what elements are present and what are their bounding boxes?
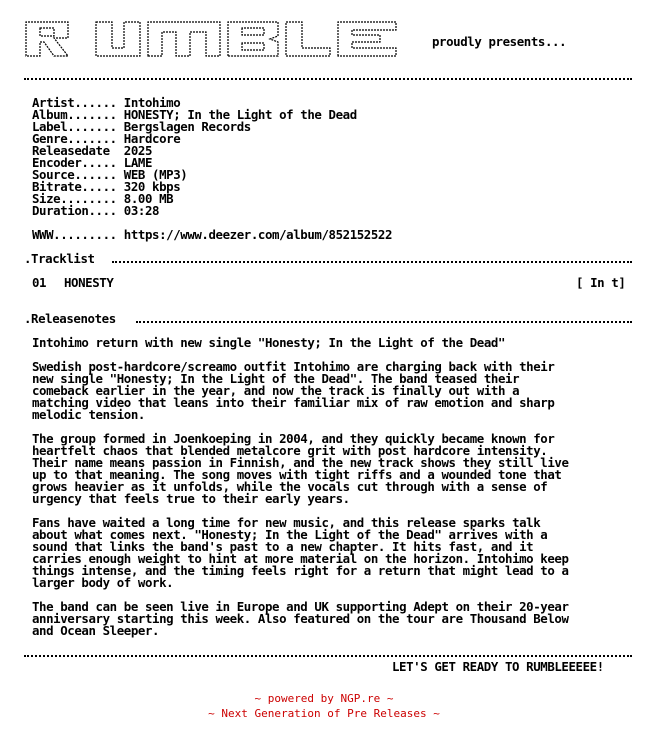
info-label: Label....... Bergslagen Records: [32, 119, 251, 134]
rumble-slogan: LET'S GET READY TO RUMBLEEEEE!: [392, 659, 604, 674]
presents-text: proudly presents...: [432, 34, 567, 49]
divider: [112, 261, 632, 263]
rumble-ascii-logo: [24, 18, 400, 58]
info-genre: Genre....... Hardcore: [32, 131, 181, 146]
note-line: Their name means passion in Finnish, and the new track shows they still live: [32, 455, 569, 470]
credit-tagline: ~ Next Generation of Pre Releases ~: [208, 707, 440, 720]
info-releasedate: Releasedate 2025: [32, 143, 153, 158]
note-line: The group formed in Joenkoeping in 2004, and they quickly became known for: [32, 431, 555, 446]
note-line: new single "Honesty; In the Light of the Dead". The band teased their: [32, 371, 520, 386]
note-line: up to that meaning. The song moves with tight riffs and a wounded tone that: [32, 467, 562, 482]
info-source: Source...... WEB (MP3): [32, 167, 188, 182]
note-line: melodic tension.: [32, 407, 145, 422]
divider: [136, 321, 632, 323]
info-artist: Artist...... Intohimo: [32, 95, 181, 110]
note-line: things intense, and the timing feels right for a return that might lead to a: [32, 563, 569, 578]
info-size: Size........ 8.00 MB: [32, 191, 174, 206]
note-line: carries enough weight to hint at more material on the horizon. Intohimo keep: [32, 551, 569, 566]
releasenotes-heading: .Releasenotes: [24, 311, 116, 326]
note-line: Swedish post-hardcore/screamo outfit Intohimo are charging back with their: [32, 359, 555, 374]
note-line: heartfelt chaos that blended metalcore grit with post hardcore intensity.: [32, 443, 548, 458]
note-line: comeback earlier in the year, and now the track is finally out with a: [32, 383, 520, 398]
track-note: [ In t]: [576, 275, 626, 290]
divider: [24, 78, 632, 80]
tracklist-heading: .Tracklist: [24, 251, 95, 266]
note-line: anniversary starting this week. Also featured on the tour are Thousand Below: [32, 611, 569, 626]
info-album: Album....... HONESTY; In the Light of the Dead: [32, 107, 357, 122]
note-line: about what comes next. "Honesty; In the Light of the Dead" arrives with a: [32, 527, 548, 542]
track-title: HONESTY: [64, 275, 114, 290]
info-www: WWW......... https://www.deezer.com/album/852152522: [32, 227, 393, 242]
note-line: larger body of work.: [32, 575, 174, 590]
note-line: matching video that leans into their familiar mix of raw emotion and sharp: [32, 395, 555, 410]
note-line: urgency that feels true to their early years.: [32, 491, 350, 506]
note-line: sound that links the band's past to a new chapter. It hits fast, and it: [32, 539, 534, 554]
divider: [24, 655, 632, 657]
track-number: 01: [32, 275, 47, 290]
note-line: Fans have waited a long time for new music, and this release sparks talk: [32, 515, 541, 530]
note-line: The band can be seen live in Europe and UK supporting Adept on their 20-year: [32, 599, 569, 614]
info-encoder: Encoder..... LAME: [32, 155, 153, 170]
note-line: and Ocean Sleeper.: [32, 623, 160, 638]
releasenotes-headline: Intohimo return with new single "Honesty; In the Light of the Dead": [32, 335, 506, 350]
info-duration: Duration.... 03:28: [32, 203, 160, 218]
note-line: grows heavier as it unfolds, while the vocals cut through with a sense of: [32, 479, 548, 494]
info-bitrate: Bitrate..... 320 kbps: [32, 179, 181, 194]
credit-powered-by: ~ powered by NGP.re ~: [254, 692, 394, 705]
